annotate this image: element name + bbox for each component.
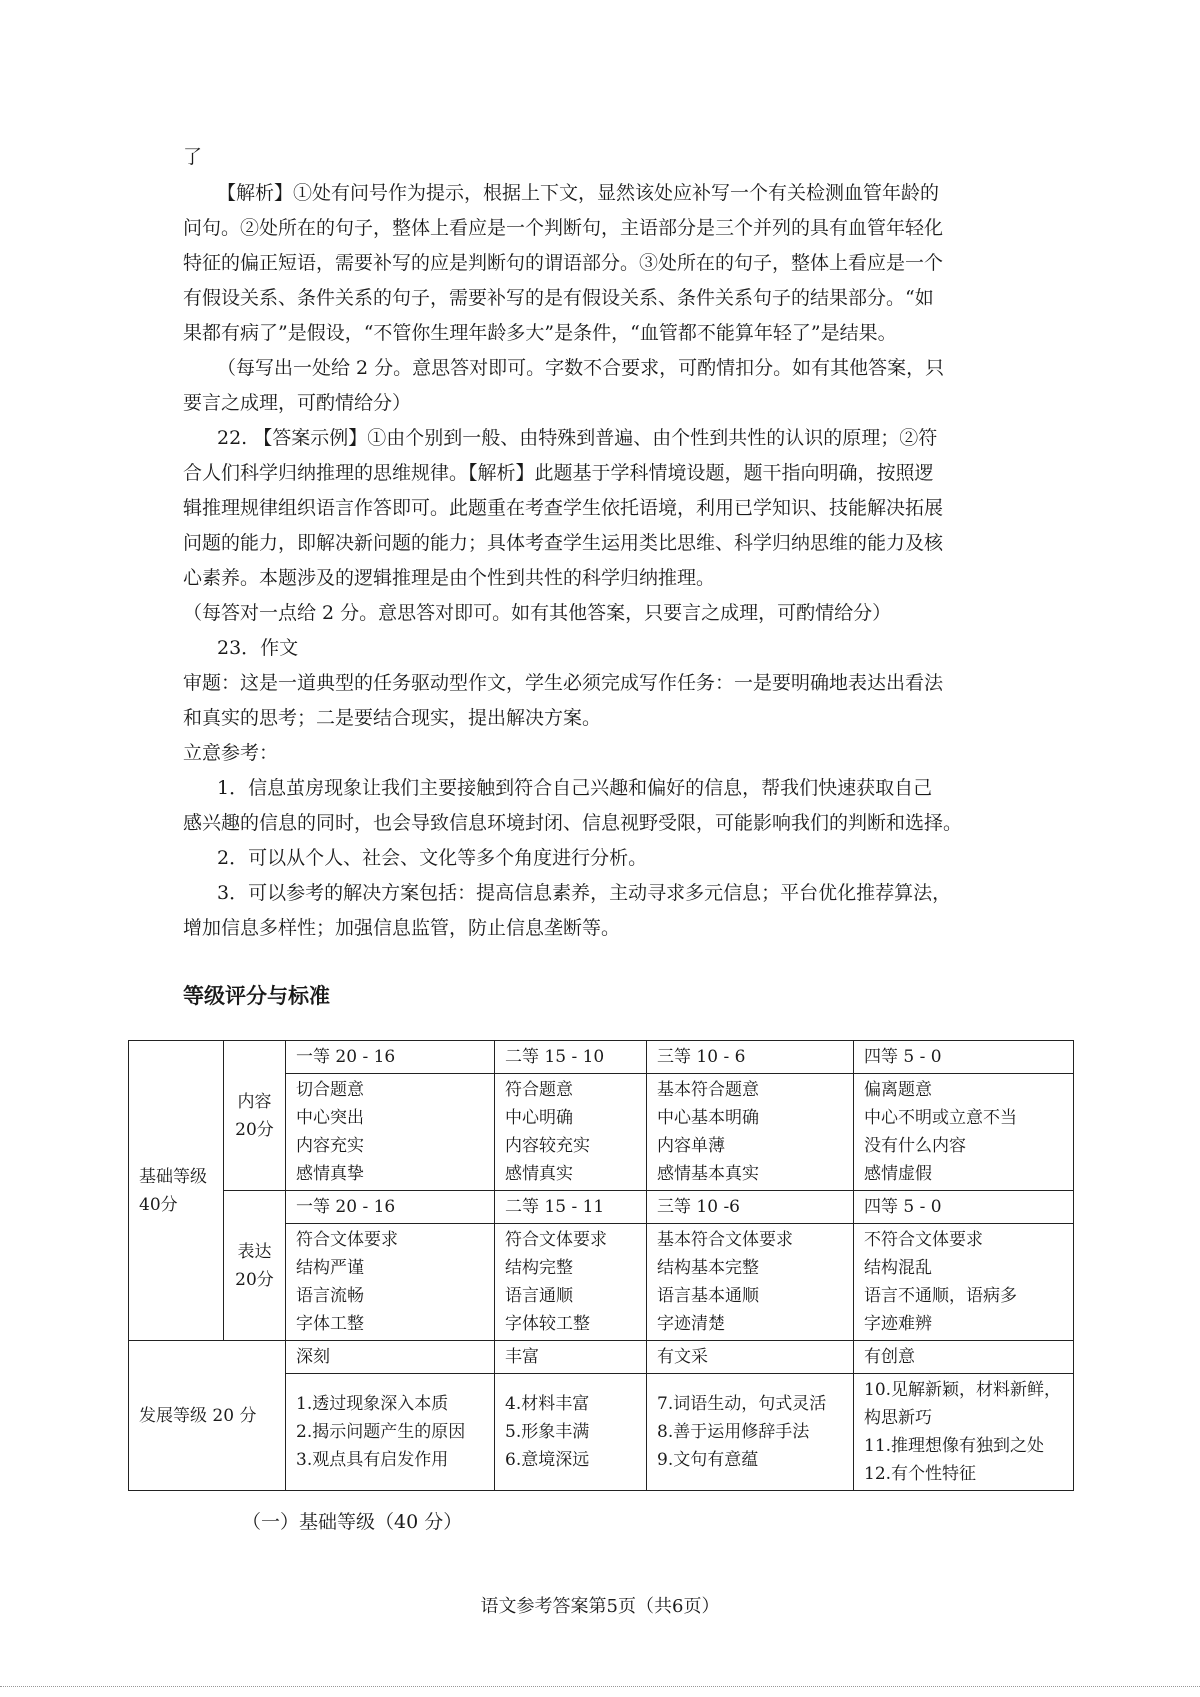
text-line: 感兴趣的信息的同时，也会导致信息环境封闭、信息视野受限，可能影响我们的判断和选择。 [183, 812, 963, 834]
dev-cell: 10.见解新颖，材料新鲜， 构思新巧 11.推理想像有独到之处 12.有个性特征 [854, 1374, 1074, 1491]
grade-header: 四等 5 - 0 [854, 1191, 1074, 1224]
text-line: 心素养。本题涉及的逻辑推理是由个性到共性的科学归纳推理。 [183, 567, 716, 589]
text-line: （每答对一点给 2 分。意思答对即可。如有其他答案，只要言之成理，可酌情给分） [183, 602, 892, 624]
grade-header: 一等 20 - 16 [286, 1041, 495, 1074]
dev-header: 丰富 [495, 1341, 647, 1374]
text-line: 和真实的思考；二是要结合现实，提出解决方案。 [183, 707, 602, 729]
grade-cell: 符合文体要求 结构严谨 语言流畅 字体工整 [286, 1224, 495, 1341]
text-line: 了 [183, 146, 203, 168]
text-line: 2．可以从个人、社会、文化等多个角度进行分析。 [217, 847, 648, 869]
text-line: 果都有病了”是假设，“不管你生理年龄多大”是条件，“血管都不能算年轻了”是结果。 [183, 322, 897, 344]
expression-label: 表达 20分 [224, 1191, 286, 1341]
text-line: 增加信息多样性；加强信息监管，防止信息垄断等。 [183, 917, 621, 939]
grade-header: 二等 15 - 10 [495, 1041, 647, 1074]
text-line: 问题的能力，即解决新问题的能力；具体考查学生运用类比思维、科学归纳思维的能力及核 [183, 532, 944, 554]
grading-table [128, 1040, 1074, 1491]
grade-cell: 符合文体要求 结构完整 语言通顺 字体较工整 [495, 1224, 647, 1341]
table-row [129, 1341, 1074, 1374]
grade-cell: 偏离题意 中心不明或立意不当 没有什么内容 感情虚假 [854, 1074, 1074, 1191]
text-line: 1．信息茧房现象让我们主要接触到符合自己兴趣和偏好的信息，帮我们快速获取自己 [217, 777, 933, 799]
subsection-heading: （一）基础等级（40 分） [242, 1511, 463, 1533]
dev-header: 有创意 [854, 1341, 1074, 1374]
scan-edge-divider [0, 1686, 1200, 1687]
text-line: 特征的偏正短语，需要补写的应是判断句的谓语部分。③处所在的句子，整体上看应是一个 [183, 252, 944, 274]
text-line: 3．可以参考的解决方案包括：提高信息素养，主动寻求多元信息；平台优化推荐算法， [217, 882, 952, 904]
dev-cell: 7.词语生动，句式灵活 8.善于运用修辞手法 9.文句有意蕴 [647, 1374, 854, 1491]
grade-cell: 基本符合题意 中心基本明确 内容单薄 感情基本真实 [647, 1074, 854, 1191]
text-line: 辑推理规律组织语言作答即可。此题重在考查学生依托语境，利用已学知识、技能解决拓展 [183, 497, 944, 519]
dev-level-label: 发展等级 20 分 [129, 1341, 286, 1491]
grade-cell: 切合题意 中心突出 内容充实 感情真挚 [286, 1074, 495, 1191]
text-line: （每写出一处给 2 分。意思答对即可。字数不合要求，可酌情扣分。如有其他答案，只 [217, 357, 945, 379]
grade-cell: 不符合文体要求 结构混乱 语言不通顺，语病多 字迹难辨 [854, 1224, 1074, 1341]
text-line: 审题：这是一道典型的任务驱动型作文，学生必须完成写作任务：一是要明确地表达出看法 [183, 672, 944, 694]
dev-cell: 1.透过现象深入本质 2.揭示问题产生的原因 3.观点具有启发作用 [286, 1374, 495, 1491]
text-line: 问句。②处所在的句子，整体上看应是一个判断句，主语部分是三个并列的具有血管年轻化 [183, 217, 944, 239]
grade-header: 三等 10 - 6 [647, 1041, 854, 1074]
content-label: 内容 20分 [224, 1041, 286, 1191]
grade-header: 四等 5 - 0 [854, 1041, 1074, 1074]
text-line: 23．作文 [217, 637, 299, 659]
section-heading: 等级评分与标准 [183, 984, 330, 1008]
dev-header: 有文采 [647, 1341, 854, 1374]
table-row [129, 1041, 1074, 1074]
text-line: 合人们科学归纳推理的思维规律。【解析】此题基于学科情境设题，题干指向明确，按照逻 [183, 462, 934, 484]
grade-cell: 基本符合文体要求 结构基本完整 语言基本通顺 字迹清楚 [647, 1224, 854, 1341]
grade-header: 一等 20 - 16 [286, 1191, 495, 1224]
grade-header: 二等 15 - 11 [495, 1191, 647, 1224]
dev-header: 深刻 [286, 1341, 495, 1374]
text-line: 有假设关系、条件关系的句子，需要补写的是有假设关系、条件关系句子的结果部分。“如 [183, 287, 934, 309]
grade-header: 三等 10 -6 [647, 1191, 854, 1224]
dev-cell: 4.材料丰富 5.形象丰满 6.意境深远 [495, 1374, 647, 1491]
page-footer: 语文参考答案第5页（共6页） [480, 1596, 720, 1617]
text-line: 22. 【答案示例】①由个别到一般、由特殊到普遍、由个性到共性的认识的原理；②符 [217, 427, 938, 449]
grade-cell: 符合题意 中心明确 内容较充实 感情真实 [495, 1074, 647, 1191]
text-line: 要言之成理，可酌情给分） [183, 392, 412, 414]
text-line: 【解析】①处有问号作为提示，根据上下文，显然该处应补写一个有关检测血管年龄的 [217, 182, 940, 204]
text-line: 立意参考： [183, 742, 279, 764]
basic-level-label: 基础等级40分 [129, 1041, 224, 1341]
table-row [129, 1191, 1074, 1224]
